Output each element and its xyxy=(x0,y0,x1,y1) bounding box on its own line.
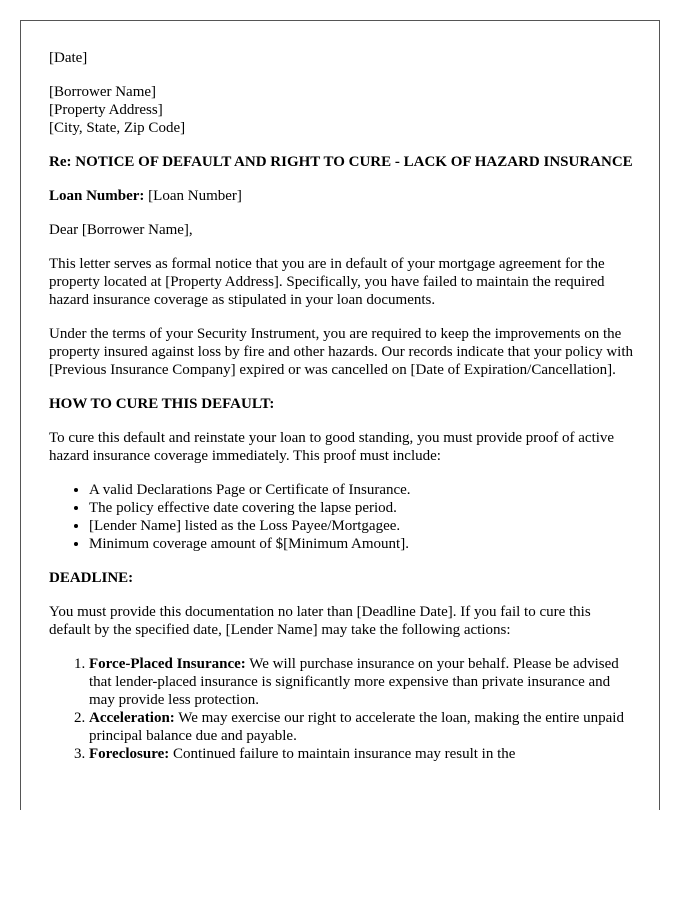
action-item-acceleration xyxy=(89,709,635,745)
recipient-city-state-zip: [City, State, Zip Code] xyxy=(49,120,186,136)
action-label: Acceleration: xyxy=(89,710,175,726)
list-item: • A valid Declarations Page or Certificate of Insurance. xyxy=(89,481,635,499)
paragraph-default-notice: This letter serves as formal notice that you are in default of your mortgage agreement for the property located at [Property Address]. Specifically, you have failed to maintain the required hazard insurance coverage as stipulated in your loan documents. xyxy=(49,256,605,308)
action-label: Force-Placed Insurance: xyxy=(89,656,246,672)
action-item-foreclosure xyxy=(89,745,635,763)
recipient-block xyxy=(49,83,635,137)
list-item: • [Lender Name] listed as the Loss Payee/Mortgagee. xyxy=(89,517,635,535)
action-text: We will purchase insurance on your behalf. Please be advised that lender-placed insurance is significantly more expensive than private insurance and may provide less protection. xyxy=(89,656,619,708)
salutation: Dear [Borrower Name], xyxy=(49,222,193,238)
letter-date: [Date] xyxy=(49,50,88,66)
subject-line: Re: NOTICE OF DEFAULT AND RIGHT TO CURE - LACK OF HAZARD INSURANCE xyxy=(49,154,633,170)
actions-list xyxy=(49,655,635,763)
cure-heading: HOW TO CURE THIS DEFAULT: xyxy=(49,396,275,412)
recipient-address: [Property Address] xyxy=(49,102,163,118)
deadline-heading: DEADLINE: xyxy=(49,570,134,586)
loan-number-line xyxy=(49,187,635,205)
recipient-name: [Borrower Name] xyxy=(49,84,157,100)
cure-paragraph: To cure this default and reinstate your loan to good standing, you must provide proof of active hazard insurance coverage immediately. This proof must include: xyxy=(49,430,615,464)
action-text: We may exercise our right to accelerate the loan, making the entire unpaid principal balance due and payable. xyxy=(89,710,624,744)
action-text: Continued failure to maintain insurance may result in the xyxy=(169,746,516,762)
deadline-paragraph: You must provide this documentation no later than [Deadline Date]. If you fail to cure this default by the specified date, [Lender Name] may take the following actions: xyxy=(49,604,591,638)
action-label: Foreclosure: xyxy=(89,746,170,762)
action-item-force-placed-insurance xyxy=(89,655,635,709)
list-item: • The policy effective date covering the lapse period. xyxy=(89,499,635,517)
loan-number-value: [Loan Number] xyxy=(144,188,242,204)
list-item: • Minimum coverage amount of $[Minimum Amount]. xyxy=(89,535,635,553)
loan-number-label: Loan Number: xyxy=(49,188,145,204)
letter-body xyxy=(49,49,635,779)
letter-page xyxy=(20,20,660,810)
cure-requirements-list xyxy=(49,481,635,553)
paragraph-security-instrument: Under the terms of your Security Instrument, you are required to keep the improvements on the property insured against loss by fire and other hazards. Our records indicate that your policy with [Previous Insurance Company] expired or was cancelled on [Date of Expiration/Cancellation]. xyxy=(49,326,633,378)
